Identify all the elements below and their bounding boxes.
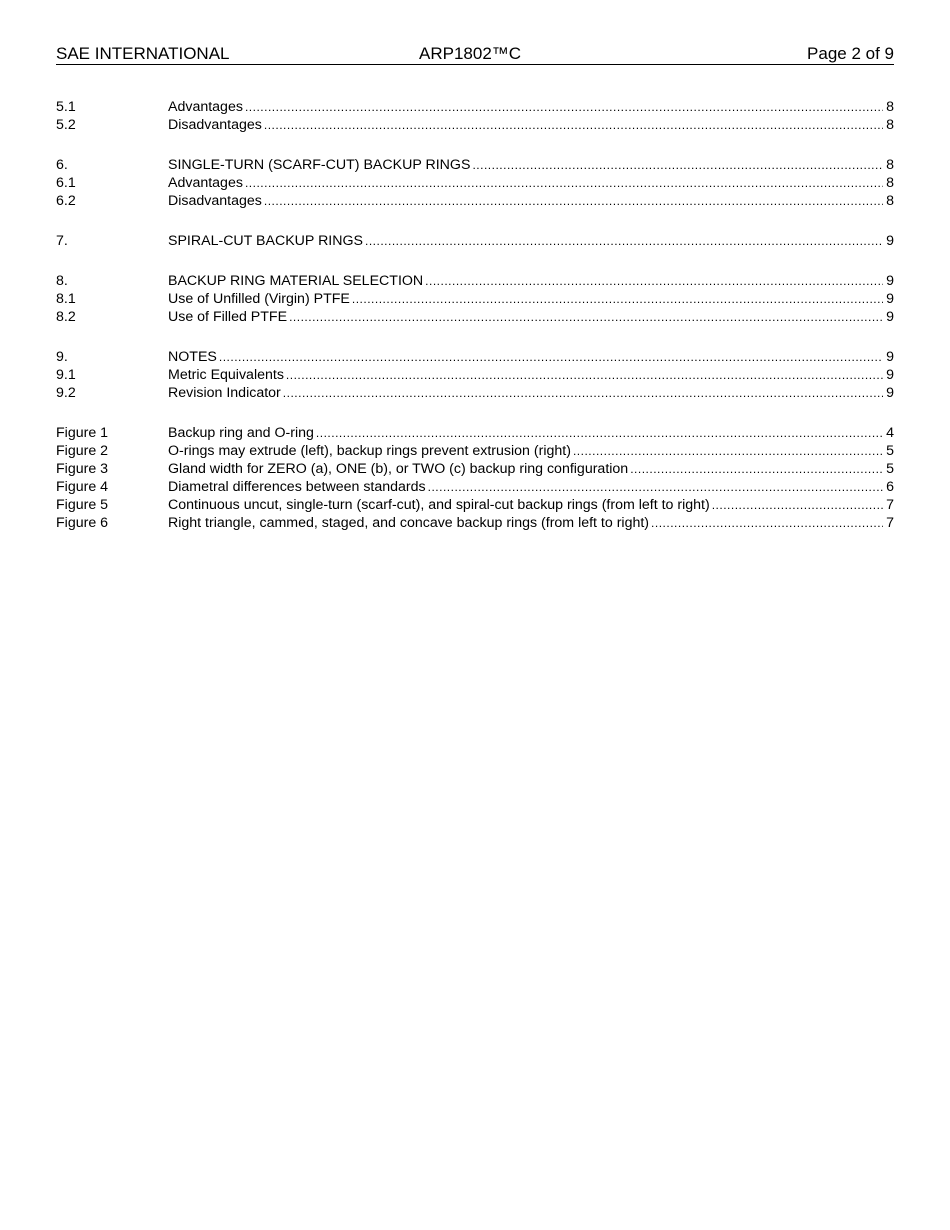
toc-entry[interactable]: [56, 308, 894, 326]
document-id: ARP1802™C: [419, 44, 522, 63]
toc-entry[interactable]: [56, 174, 894, 192]
dot-leader: [428, 478, 883, 496]
dot-leader: [425, 272, 883, 290]
toc-entry-page: 9: [886, 273, 894, 289]
toc-entry[interactable]: [56, 98, 894, 116]
toc-entry-number: 8.2: [56, 309, 76, 325]
toc-entry-title-wrap: [168, 348, 883, 366]
page-header: [56, 44, 894, 65]
toc-entry-number: Figure 2: [56, 443, 109, 459]
toc-entry-page: 5: [886, 461, 894, 477]
toc-group: [56, 348, 894, 402]
dot-leader: [573, 442, 883, 460]
toc-entry[interactable]: [56, 366, 894, 384]
toc-entry-title-wrap: [168, 478, 883, 496]
toc-entry-title: Revision Indicator: [168, 385, 281, 401]
toc-group: [56, 98, 894, 134]
toc-entry-title: BACKUP RING MATERIAL SELECTION: [168, 273, 424, 289]
toc-entry-page: 8: [886, 193, 894, 209]
toc-entry-title-wrap: [168, 290, 883, 308]
toc-entry[interactable]: [56, 478, 894, 496]
toc-entry-page: 7: [886, 497, 894, 513]
toc-entry-number: 5.2: [56, 117, 76, 133]
toc-group: [56, 424, 894, 532]
toc-entry-page: 9: [886, 367, 894, 383]
toc-entry-page: 9: [886, 385, 894, 401]
toc-entry-number: 8.1: [56, 291, 76, 307]
toc-entry-title: Disadvantages: [168, 193, 262, 209]
toc-entry-page: 9: [886, 291, 894, 307]
toc-entry-number: 8.: [56, 273, 68, 289]
dot-leader: [651, 514, 883, 532]
toc-entry-title: Use of Filled PTFE: [168, 309, 288, 325]
toc-entry[interactable]: [56, 156, 894, 174]
toc-entry-title: Gland width for ZERO (a), ONE (b), or TWO (c) backup ring configuration: [168, 461, 629, 477]
toc-entry-number: Figure 6: [56, 515, 109, 531]
dot-leader: [219, 348, 883, 366]
toc-entry-number: Figure 3: [56, 461, 109, 477]
toc-entry-number: Figure 4: [56, 479, 109, 495]
toc-entry-title-wrap: [168, 514, 883, 532]
toc-entry-number: 7.: [56, 233, 68, 249]
dot-leader: [245, 98, 883, 116]
toc-entry-number: Figure 5: [56, 497, 109, 513]
toc-entry[interactable]: [56, 514, 894, 532]
toc-entry[interactable]: [56, 116, 894, 134]
dot-leader: [286, 366, 883, 384]
toc-entry-title: Continuous uncut, single-turn (scarf-cut), and spiral-cut backup rings (from left to right): [168, 497, 710, 513]
toc-entry-page: 8: [886, 157, 894, 173]
toc-entry-title-wrap: [168, 460, 883, 478]
toc-entry-number: 9.2: [56, 385, 76, 401]
toc-entry-title-wrap: [168, 98, 883, 116]
toc-entry[interactable]: [56, 232, 894, 250]
page-number: Page 2 of 9: [807, 44, 894, 63]
toc-entry-title-wrap: [168, 116, 883, 134]
toc-entry[interactable]: [56, 290, 894, 308]
dot-leader: [316, 424, 883, 442]
toc-entry-title: SPIRAL-CUT BACKUP RINGS: [168, 233, 363, 249]
toc-entry[interactable]: [56, 496, 894, 514]
dot-leader: [472, 156, 883, 174]
dot-leader: [264, 192, 883, 210]
toc-entry-title: Diametral differences between standards: [168, 479, 426, 495]
toc-entry-title-wrap: [168, 496, 883, 514]
dot-leader: [245, 174, 883, 192]
toc-entry-page: 9: [886, 349, 894, 365]
toc-entry[interactable]: [56, 384, 894, 402]
toc-entry-title-wrap: [168, 192, 883, 210]
dot-leader: [712, 496, 883, 514]
dot-leader: [365, 232, 883, 250]
toc-entry[interactable]: [56, 424, 894, 442]
toc-entry-page: 7: [886, 515, 894, 531]
toc-entry-title-wrap: [168, 442, 883, 460]
toc-group: [56, 156, 894, 210]
toc-entry-page: 8: [886, 117, 894, 133]
toc-entry-number: 6.: [56, 157, 68, 173]
dot-leader: [264, 116, 883, 134]
toc-entry-title-wrap: [168, 272, 883, 290]
toc-entry-number: Figure 1: [56, 425, 109, 441]
organization-name: SAE INTERNATIONAL: [56, 44, 230, 63]
toc-entry-title: Advantages: [168, 175, 243, 191]
toc-entry-number: 9.: [56, 349, 68, 365]
toc-entry-title: Use of Unfilled (Virgin) PTFE: [168, 291, 350, 307]
toc-entry-number: 5.1: [56, 99, 76, 115]
toc-entry-page: 4: [886, 425, 894, 441]
dot-leader: [630, 460, 883, 478]
toc-entry[interactable]: [56, 442, 894, 460]
toc-entry-title: Backup ring and O-ring: [168, 425, 314, 441]
toc-entry-number: 6.2: [56, 193, 76, 209]
toc-entry-title: Metric Equivalents: [168, 367, 284, 383]
dot-leader: [283, 384, 883, 402]
toc-entry[interactable]: [56, 272, 894, 290]
toc-entry-title-wrap: [168, 232, 883, 250]
toc-entry-title: O-rings may extrude (left), backup rings prevent extrusion (right): [168, 443, 571, 459]
toc-group: [56, 232, 894, 250]
toc-entry-title: SINGLE-TURN (SCARF-CUT) BACKUP RINGS: [168, 157, 471, 173]
toc-entry-title-wrap: [168, 384, 883, 402]
toc-entry-title: Disadvantages: [168, 117, 262, 133]
toc-entry-page: 9: [886, 309, 894, 325]
toc-entry-page: 8: [886, 175, 894, 191]
toc-entry-title-wrap: [168, 366, 883, 384]
dot-leader: [289, 308, 883, 326]
toc-entry-page: 6: [886, 479, 894, 495]
toc-entry-title-wrap: [168, 156, 883, 174]
toc-entry-title: Advantages: [168, 99, 243, 115]
toc-entry-title-wrap: [168, 308, 883, 326]
toc-entry[interactable]: [56, 192, 894, 210]
table-of-contents: [56, 98, 894, 532]
toc-entry-page: 9: [886, 233, 894, 249]
toc-entry-number: 6.1: [56, 175, 76, 191]
toc-entry[interactable]: [56, 348, 894, 366]
toc-entry-page: 5: [886, 443, 894, 459]
toc-entry-title: NOTES: [168, 349, 217, 365]
toc-entry-page: 8: [886, 99, 894, 115]
toc-entry-title: Right triangle, cammed, staged, and concave backup rings (from left to right): [168, 515, 650, 531]
dot-leader: [352, 290, 883, 308]
toc-entry-title-wrap: [168, 174, 883, 192]
toc-entry-number: 9.1: [56, 367, 76, 383]
toc-group: [56, 272, 894, 326]
toc-entry[interactable]: [56, 460, 894, 478]
toc-entry-title-wrap: [168, 424, 883, 442]
